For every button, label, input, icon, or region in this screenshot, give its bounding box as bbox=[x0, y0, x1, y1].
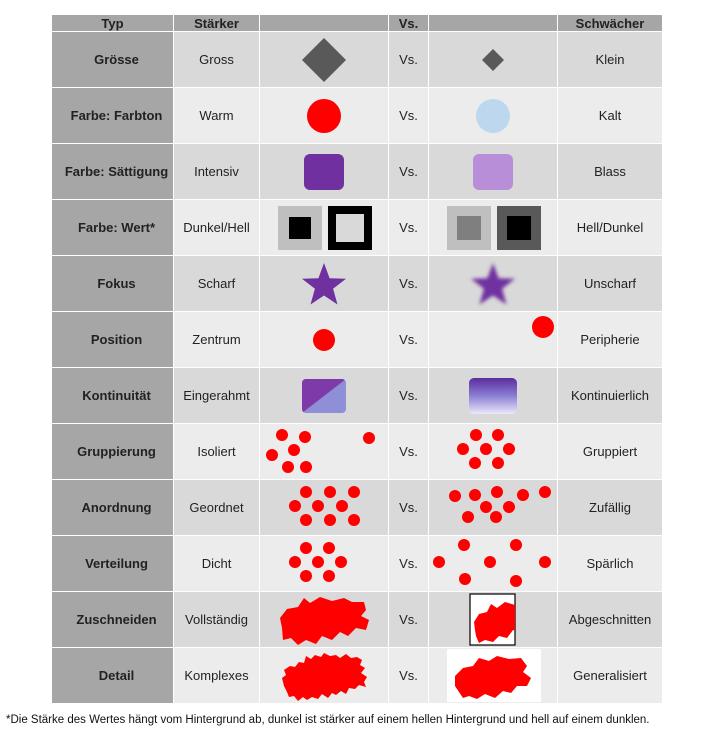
dark-inner-square bbox=[289, 217, 311, 239]
red-dot bbox=[312, 556, 324, 568]
weaker-label: Abgeschnitten bbox=[558, 592, 663, 648]
red-dot bbox=[289, 556, 301, 568]
vs-label: Vs. bbox=[389, 256, 429, 312]
stronger-visual bbox=[260, 144, 389, 200]
row-type-label: Anordnung bbox=[52, 480, 174, 536]
table-row bbox=[52, 592, 663, 648]
weaker-label: Klein bbox=[558, 32, 663, 88]
weaker-label: Gruppiert bbox=[558, 424, 663, 480]
vs-label: Vs. bbox=[389, 648, 429, 704]
table-row bbox=[52, 256, 663, 312]
dense-dots bbox=[289, 542, 347, 582]
weaker-visual bbox=[429, 312, 558, 368]
red-dot bbox=[348, 486, 360, 498]
red-dot bbox=[484, 556, 496, 568]
weaker-visual bbox=[429, 88, 558, 144]
red-dot bbox=[323, 570, 335, 582]
vs-label: Vs. bbox=[389, 536, 429, 592]
vs-label: Vs. bbox=[389, 88, 429, 144]
stronger-label: Isoliert bbox=[174, 424, 260, 480]
small-diamond-shape bbox=[482, 49, 504, 71]
header-row bbox=[52, 15, 663, 32]
warm-red-circle bbox=[307, 99, 341, 133]
stronger-visual bbox=[260, 424, 389, 480]
red-dot bbox=[363, 432, 375, 444]
vs-label: Vs. bbox=[389, 592, 429, 648]
table-row bbox=[52, 648, 663, 704]
black-inner-square bbox=[507, 216, 531, 240]
switzerland-map-detailed bbox=[282, 653, 367, 701]
red-dot bbox=[300, 486, 312, 498]
row-type-label: Kontinuität bbox=[52, 368, 174, 424]
weaker-visual bbox=[429, 256, 558, 312]
stronger-visual bbox=[260, 648, 389, 704]
weaker-label: Spärlich bbox=[558, 536, 663, 592]
weaker-label: Generalisiert bbox=[558, 648, 663, 704]
red-dot bbox=[491, 486, 503, 498]
table-row bbox=[52, 32, 663, 88]
weaker-visual bbox=[429, 592, 558, 648]
red-dot bbox=[282, 461, 294, 473]
table-row bbox=[52, 88, 663, 144]
intense-purple-square bbox=[304, 154, 344, 190]
sparse-dots bbox=[433, 539, 551, 587]
header-typ: Typ bbox=[52, 15, 174, 32]
red-dot bbox=[492, 457, 504, 469]
table-row bbox=[52, 480, 663, 536]
weaker-visual bbox=[429, 424, 558, 480]
grouped-dots bbox=[457, 429, 515, 469]
weaker-label: Kalt bbox=[558, 88, 663, 144]
vs-label: Vs. bbox=[389, 312, 429, 368]
vs-label: Vs. bbox=[389, 32, 429, 88]
red-dot bbox=[490, 511, 502, 523]
vs-label: Vs. bbox=[389, 368, 429, 424]
stronger-visual bbox=[260, 480, 389, 536]
red-dot bbox=[300, 514, 312, 526]
red-dot bbox=[300, 461, 312, 473]
stronger-label: Eingerahmt bbox=[174, 368, 260, 424]
red-dot bbox=[503, 443, 515, 455]
row-type-label: Farbe: Wert* bbox=[52, 200, 174, 256]
weaker-visual bbox=[429, 536, 558, 592]
header-schwaecher: Schwächer bbox=[558, 15, 663, 32]
red-dot bbox=[480, 501, 492, 513]
red-dot bbox=[336, 500, 348, 512]
red-dot bbox=[539, 486, 551, 498]
weaker-visual bbox=[429, 144, 558, 200]
weaker-visual bbox=[429, 32, 558, 88]
cold-blue-circle bbox=[476, 99, 510, 133]
stronger-label: Komplexes bbox=[174, 648, 260, 704]
centered-red-dot bbox=[313, 329, 335, 351]
stronger-label: Vollständig bbox=[174, 592, 260, 648]
weaker-label: Unscharf bbox=[558, 256, 663, 312]
row-type-label: Farbe: Sättigung bbox=[52, 144, 174, 200]
red-dot bbox=[266, 449, 278, 461]
gradient-box bbox=[469, 378, 517, 414]
stronger-visual bbox=[260, 88, 389, 144]
red-dot bbox=[510, 575, 522, 587]
vs-label: Vs. bbox=[389, 200, 429, 256]
red-dot bbox=[469, 457, 481, 469]
red-dot bbox=[324, 514, 336, 526]
weaker-label: Hell/Dunkel bbox=[558, 200, 663, 256]
vs-label: Vs. bbox=[389, 144, 429, 200]
large-diamond-shape bbox=[302, 38, 346, 82]
red-dot bbox=[510, 539, 522, 551]
stronger-label: Gross bbox=[174, 32, 260, 88]
table-row bbox=[52, 200, 663, 256]
weaker-visual bbox=[429, 648, 558, 704]
peripheral-red-dot bbox=[532, 316, 554, 338]
vs-label: Vs. bbox=[389, 424, 429, 480]
stronger-visual bbox=[260, 536, 389, 592]
comparison-table bbox=[51, 14, 663, 704]
red-dot bbox=[324, 486, 336, 498]
header-vs: Vs. bbox=[389, 15, 429, 32]
red-dot bbox=[539, 556, 551, 568]
weaker-label: Kontinuierlich bbox=[558, 368, 663, 424]
vs-label: Vs. bbox=[389, 480, 429, 536]
stronger-visual bbox=[260, 32, 389, 88]
random-dots bbox=[449, 486, 551, 523]
weaker-label: Blass bbox=[558, 144, 663, 200]
table-row bbox=[52, 144, 663, 200]
row-type-label: Detail bbox=[52, 648, 174, 704]
weaker-visual bbox=[429, 368, 558, 424]
stronger-visual bbox=[260, 200, 389, 256]
stronger-visual bbox=[260, 256, 389, 312]
red-dot bbox=[517, 489, 529, 501]
table-row bbox=[52, 424, 663, 480]
stronger-label: Geordnet bbox=[174, 480, 260, 536]
stronger-label: Dicht bbox=[174, 536, 260, 592]
stronger-visual bbox=[260, 592, 389, 648]
table-row bbox=[52, 536, 663, 592]
ordered-dots bbox=[289, 486, 360, 526]
row-type-label: Verteilung bbox=[52, 536, 174, 592]
table-row bbox=[52, 368, 663, 424]
red-dot bbox=[300, 570, 312, 582]
red-dot bbox=[289, 500, 301, 512]
weaker-label: Peripherie bbox=[558, 312, 663, 368]
table-row bbox=[52, 312, 663, 368]
stronger-label: Scharf bbox=[174, 256, 260, 312]
red-dot bbox=[312, 500, 324, 512]
isolated-dots bbox=[266, 429, 375, 473]
row-type-label: Zuschneiden bbox=[52, 592, 174, 648]
weaker-visual bbox=[429, 200, 558, 256]
red-dot bbox=[276, 429, 288, 441]
red-dot bbox=[433, 556, 445, 568]
red-dot bbox=[299, 431, 311, 443]
light-inner-square bbox=[336, 214, 364, 242]
red-dot bbox=[480, 443, 492, 455]
red-dot bbox=[459, 573, 471, 585]
red-dot bbox=[492, 429, 504, 441]
pale-purple-square bbox=[473, 154, 513, 190]
red-dot bbox=[469, 489, 481, 501]
framed-split-box bbox=[302, 379, 346, 413]
switzerland-map-full bbox=[280, 597, 369, 645]
header-staerker: Stärker bbox=[174, 15, 260, 32]
stronger-label: Warm bbox=[174, 88, 260, 144]
red-dot bbox=[503, 501, 515, 513]
stronger-visual bbox=[260, 312, 389, 368]
red-dot bbox=[449, 490, 461, 502]
red-dot bbox=[458, 539, 470, 551]
row-type-label: Position bbox=[52, 312, 174, 368]
footnote: *Die Stärke des Wertes hängt vom Hintergrund ab, dunkel ist stärker auf einem hellen Hintergrund und hell auf einem dunklen. bbox=[6, 714, 650, 726]
weaker-label: Zufällig bbox=[558, 480, 663, 536]
row-type-label: Fokus bbox=[52, 256, 174, 312]
blurred-star-shape bbox=[471, 263, 515, 305]
row-type-label: Grösse bbox=[52, 32, 174, 88]
stronger-label: Dunkel/Hell bbox=[174, 200, 260, 256]
row-type-label: Farbe: Farbton bbox=[52, 88, 174, 144]
gray-inner-square bbox=[457, 216, 481, 240]
red-dot bbox=[323, 542, 335, 554]
stronger-label: Intensiv bbox=[174, 144, 260, 200]
weaker-visual bbox=[429, 480, 558, 536]
red-dot bbox=[288, 444, 300, 456]
red-dot bbox=[470, 429, 482, 441]
row-type-label: Gruppierung bbox=[52, 424, 174, 480]
stronger-visual bbox=[260, 368, 389, 424]
red-dot bbox=[335, 556, 347, 568]
sharp-star-shape bbox=[302, 263, 346, 305]
stronger-label: Zentrum bbox=[174, 312, 260, 368]
red-dot bbox=[348, 514, 360, 526]
red-dot bbox=[300, 542, 312, 554]
red-dot bbox=[457, 443, 469, 455]
red-dot bbox=[462, 511, 474, 523]
